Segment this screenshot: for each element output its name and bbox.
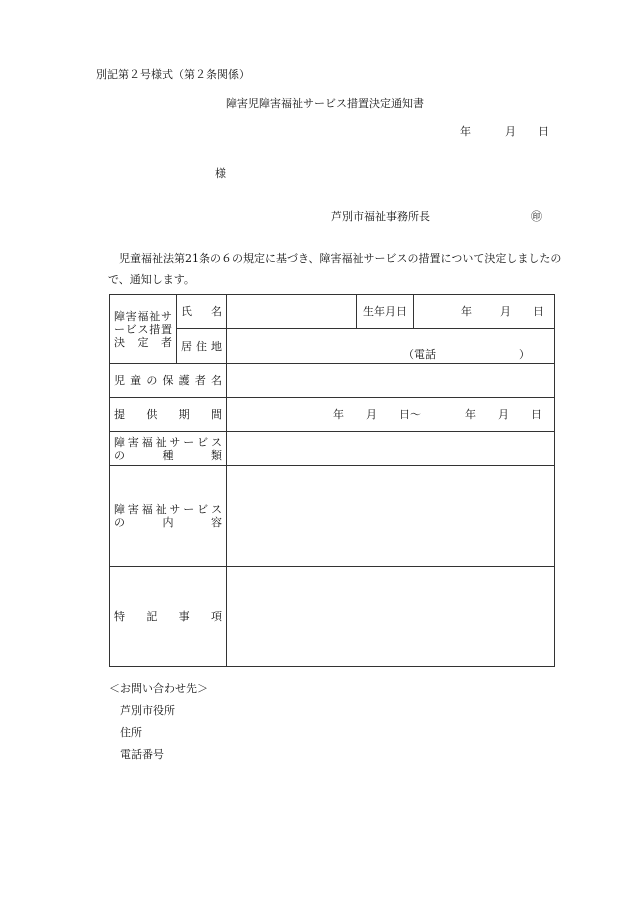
service-type-label-line1: 障害福祉サービス: [114, 435, 222, 449]
notes-field: [227, 567, 555, 667]
name-field: [227, 295, 357, 329]
issue-date-month: 月: [505, 125, 516, 138]
birth-year: 年: [461, 305, 472, 318]
table-row: [110, 432, 555, 466]
sender-name: 芦別市福祉事務所長: [331, 210, 430, 223]
period-field: 年 月 日～ 年 月 日: [227, 398, 555, 432]
phone-close: ）: [519, 348, 530, 361]
birthdate-field: [414, 295, 555, 329]
phone-label: （電話: [403, 348, 436, 361]
birth-day: 日: [533, 305, 544, 318]
seal-mark: ㊞: [531, 210, 542, 223]
birth-month: 月: [500, 305, 511, 318]
issue-date: [460, 123, 549, 139]
table-row: [110, 295, 555, 329]
table-row: [110, 398, 555, 432]
service-content-label: [110, 466, 227, 567]
name-label: 氏 名: [177, 295, 227, 329]
service-type-label: [110, 432, 227, 466]
service-content-field: [227, 466, 555, 567]
table-row: [110, 329, 555, 364]
guardian-label: 児童の保護者名: [110, 364, 227, 398]
address-field: [227, 329, 555, 364]
issue-date-year: 年: [460, 125, 471, 138]
contact-address: 住所: [120, 726, 142, 739]
birthdate-label: 生年月日: [357, 295, 414, 329]
contact-block: [109, 678, 208, 766]
contact-heading: ＜お問い合わせ先＞: [109, 682, 208, 695]
recipient-group-label: 障害福祉サービス措置決定者: [110, 295, 177, 364]
period-label: 提供期間: [110, 398, 227, 432]
service-type-label-line2: の種類: [114, 448, 222, 462]
service-content-label-line1: 障害福祉サービス: [114, 503, 222, 516]
table-row: [110, 567, 555, 667]
recipient-suffix: 様: [215, 167, 226, 180]
form-number: 別記第２号様式（第２条関係）: [96, 68, 250, 81]
contact-office: 芦別市役所: [120, 704, 175, 717]
notice-form-table: [109, 294, 555, 667]
service-content-label-line2: の内容: [114, 516, 222, 529]
issue-date-day: 日: [538, 125, 549, 138]
notice-body-text: 児童福祉法第21条の６の規定に基づき、障害福祉サービスの措置について決定しましたので、通知します。: [108, 252, 562, 286]
guardian-field: [227, 364, 555, 398]
table-row: [110, 364, 555, 398]
table-row: [110, 466, 555, 567]
contact-phone: 電話番号: [120, 748, 164, 761]
service-type-field: [227, 432, 555, 466]
address-label: 居住地: [177, 329, 227, 364]
document-title: 障害児障害福祉サービス措置決定通知書: [226, 97, 424, 110]
notes-label: 特記事項: [110, 567, 227, 667]
